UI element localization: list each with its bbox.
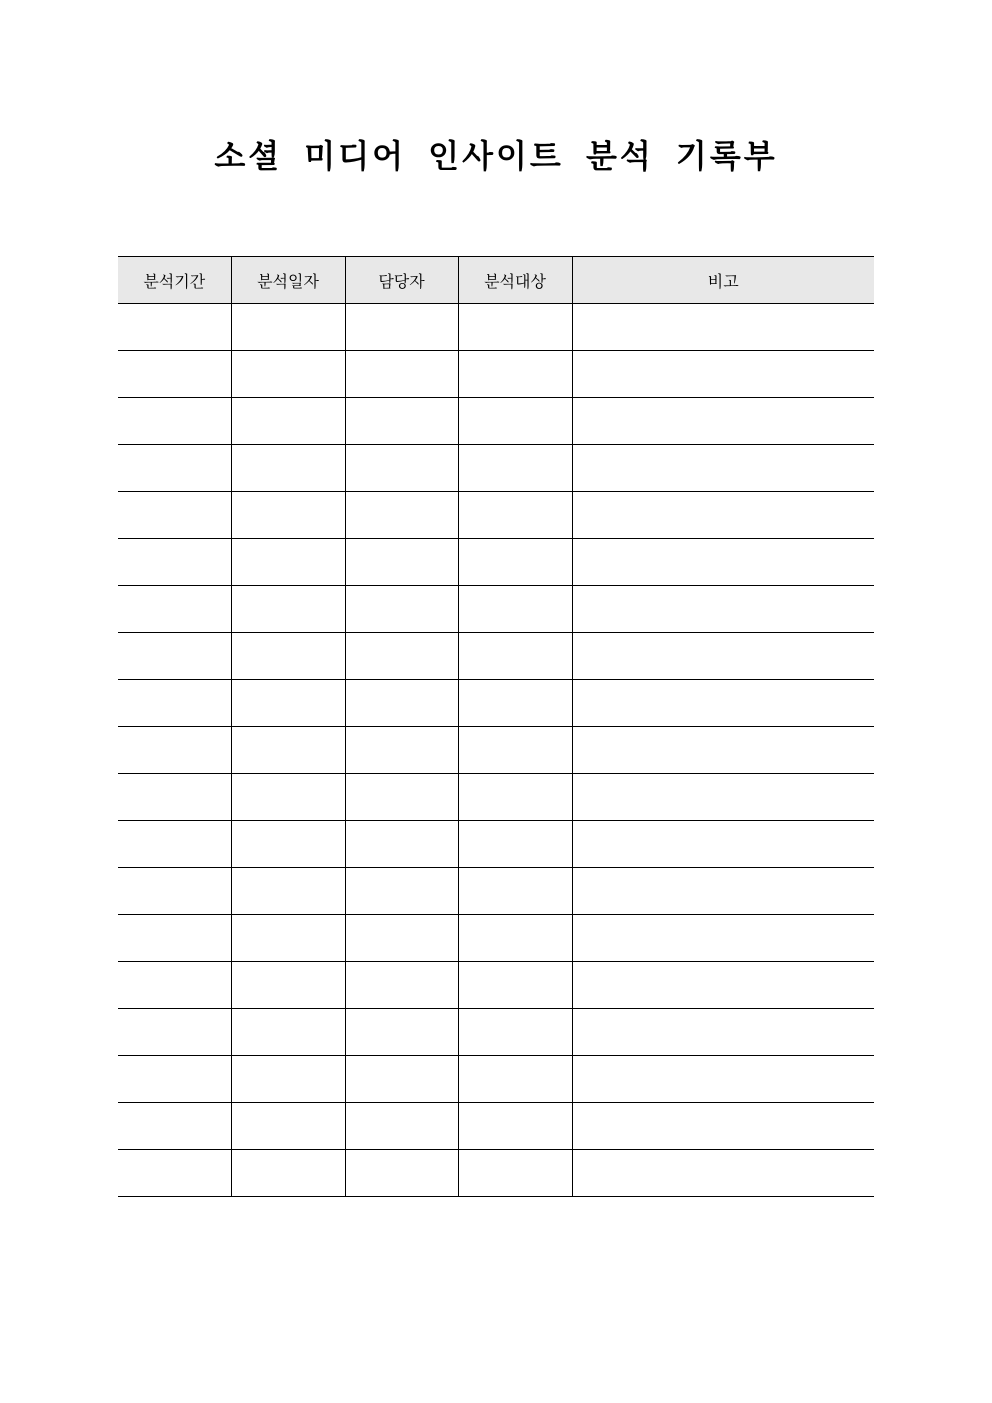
cell-analysis-target[interactable] <box>458 727 572 774</box>
header-analysis-date: 분석일자 <box>231 257 345 304</box>
cell-analysis-date[interactable] <box>231 1103 345 1150</box>
cell-remarks[interactable] <box>572 398 874 445</box>
table-row <box>118 868 874 915</box>
cell-analysis-date[interactable] <box>231 821 345 868</box>
cell-analysis-period[interactable] <box>118 398 231 445</box>
cell-remarks[interactable] <box>572 821 874 868</box>
cell-person-in-charge[interactable] <box>345 774 458 821</box>
table-row <box>118 962 874 1009</box>
table-row <box>118 774 874 821</box>
cell-analysis-date[interactable] <box>231 304 345 351</box>
cell-remarks[interactable] <box>572 304 874 351</box>
cell-remarks[interactable] <box>572 445 874 492</box>
cell-analysis-date[interactable] <box>231 1056 345 1103</box>
cell-person-in-charge[interactable] <box>345 962 458 1009</box>
header-analysis-period: 분석기간 <box>118 257 231 304</box>
table-header <box>118 257 874 304</box>
table-row <box>118 633 874 680</box>
cell-person-in-charge[interactable] <box>345 1103 458 1150</box>
table-row <box>118 680 874 727</box>
cell-analysis-period[interactable] <box>118 727 231 774</box>
cell-analysis-period[interactable] <box>118 633 231 680</box>
cell-remarks[interactable] <box>572 1150 874 1197</box>
cell-analysis-date[interactable] <box>231 398 345 445</box>
cell-analysis-period[interactable] <box>118 492 231 539</box>
table-row <box>118 1150 874 1197</box>
cell-analysis-date[interactable] <box>231 539 345 586</box>
cell-analysis-period[interactable] <box>118 586 231 633</box>
cell-analysis-target[interactable] <box>458 633 572 680</box>
cell-person-in-charge[interactable] <box>345 539 458 586</box>
cell-analysis-target[interactable] <box>458 1103 572 1150</box>
header-person-in-charge: 담당자 <box>345 257 458 304</box>
cell-analysis-date[interactable] <box>231 1009 345 1056</box>
cell-remarks[interactable] <box>572 633 874 680</box>
cell-person-in-charge[interactable] <box>345 586 458 633</box>
cell-remarks[interactable] <box>572 868 874 915</box>
cell-analysis-date[interactable] <box>231 727 345 774</box>
cell-remarks[interactable] <box>572 351 874 398</box>
cell-person-in-charge[interactable] <box>345 492 458 539</box>
cell-remarks[interactable] <box>572 774 874 821</box>
table-row <box>118 398 874 445</box>
cell-analysis-target[interactable] <box>458 539 572 586</box>
cell-remarks[interactable] <box>572 680 874 727</box>
cell-person-in-charge[interactable] <box>345 680 458 727</box>
cell-remarks[interactable] <box>572 962 874 1009</box>
cell-analysis-date[interactable] <box>231 351 345 398</box>
cell-analysis-target[interactable] <box>458 1150 572 1197</box>
cell-analysis-period[interactable] <box>118 774 231 821</box>
cell-remarks[interactable] <box>572 727 874 774</box>
cell-remarks[interactable] <box>572 1056 874 1103</box>
cell-analysis-date[interactable] <box>231 1150 345 1197</box>
cell-analysis-date[interactable] <box>231 586 345 633</box>
header-remarks: 비고 <box>572 257 874 304</box>
cell-remarks[interactable] <box>572 1009 874 1056</box>
table-row <box>118 586 874 633</box>
cell-analysis-period[interactable] <box>118 445 231 492</box>
table-row <box>118 304 874 351</box>
table-row <box>118 445 874 492</box>
document-title: 소셜 미디어 인사이트 분석 기록부 <box>214 137 778 175</box>
header-row <box>118 257 874 304</box>
cell-analysis-period[interactable] <box>118 1056 231 1103</box>
cell-analysis-date[interactable] <box>231 633 345 680</box>
cell-analysis-period[interactable] <box>118 821 231 868</box>
cell-person-in-charge[interactable] <box>345 1150 458 1197</box>
header-analysis-target: 분석대상 <box>458 257 572 304</box>
cell-person-in-charge[interactable] <box>345 1056 458 1103</box>
cell-analysis-date[interactable] <box>231 680 345 727</box>
cell-analysis-period[interactable] <box>118 539 231 586</box>
table-row <box>118 727 874 774</box>
cell-analysis-target[interactable] <box>458 445 572 492</box>
table-row <box>118 1056 874 1103</box>
cell-analysis-date[interactable] <box>231 492 345 539</box>
cell-person-in-charge[interactable] <box>345 633 458 680</box>
table-row <box>118 915 874 962</box>
cell-analysis-target[interactable] <box>458 304 572 351</box>
cell-person-in-charge[interactable] <box>345 445 458 492</box>
table-row <box>118 351 874 398</box>
cell-remarks[interactable] <box>572 1103 874 1150</box>
cell-person-in-charge[interactable] <box>345 398 458 445</box>
cell-analysis-date[interactable] <box>231 915 345 962</box>
cell-person-in-charge[interactable] <box>345 868 458 915</box>
cell-person-in-charge[interactable] <box>345 1009 458 1056</box>
cell-analysis-target[interactable] <box>458 962 572 1009</box>
cell-remarks[interactable] <box>572 915 874 962</box>
cell-analysis-target[interactable] <box>458 1056 572 1103</box>
table-body <box>118 304 874 1197</box>
cell-analysis-period[interactable] <box>118 351 231 398</box>
cell-analysis-date[interactable] <box>231 962 345 1009</box>
cell-person-in-charge[interactable] <box>345 727 458 774</box>
cell-analysis-target[interactable] <box>458 774 572 821</box>
table-row <box>118 492 874 539</box>
cell-analysis-target[interactable] <box>458 915 572 962</box>
cell-analysis-period[interactable] <box>118 304 231 351</box>
cell-analysis-date[interactable] <box>231 868 345 915</box>
cell-analysis-target[interactable] <box>458 868 572 915</box>
cell-analysis-target[interactable] <box>458 351 572 398</box>
cell-analysis-period[interactable] <box>118 962 231 1009</box>
cell-remarks[interactable] <box>572 586 874 633</box>
cell-analysis-period[interactable] <box>118 1150 231 1197</box>
cell-analysis-target[interactable] <box>458 680 572 727</box>
cell-analysis-period[interactable] <box>118 680 231 727</box>
table-row <box>118 821 874 868</box>
analysis-record-table <box>118 256 874 1197</box>
table-row <box>118 1009 874 1056</box>
cell-analysis-date[interactable] <box>231 445 345 492</box>
cell-analysis-target[interactable] <box>458 492 572 539</box>
table-row <box>118 1103 874 1150</box>
cell-analysis-period[interactable] <box>118 868 231 915</box>
cell-remarks[interactable] <box>572 492 874 539</box>
cell-analysis-target[interactable] <box>458 821 572 868</box>
cell-analysis-period[interactable] <box>118 1103 231 1150</box>
cell-analysis-date[interactable] <box>231 774 345 821</box>
cell-person-in-charge[interactable] <box>345 351 458 398</box>
cell-person-in-charge[interactable] <box>345 821 458 868</box>
cell-remarks[interactable] <box>572 539 874 586</box>
cell-analysis-target[interactable] <box>458 586 572 633</box>
cell-analysis-period[interactable] <box>118 915 231 962</box>
cell-analysis-period[interactable] <box>118 1009 231 1056</box>
cell-person-in-charge[interactable] <box>345 304 458 351</box>
table-row <box>118 539 874 586</box>
cell-analysis-target[interactable] <box>458 1009 572 1056</box>
cell-analysis-target[interactable] <box>458 398 572 445</box>
cell-person-in-charge[interactable] <box>345 915 458 962</box>
